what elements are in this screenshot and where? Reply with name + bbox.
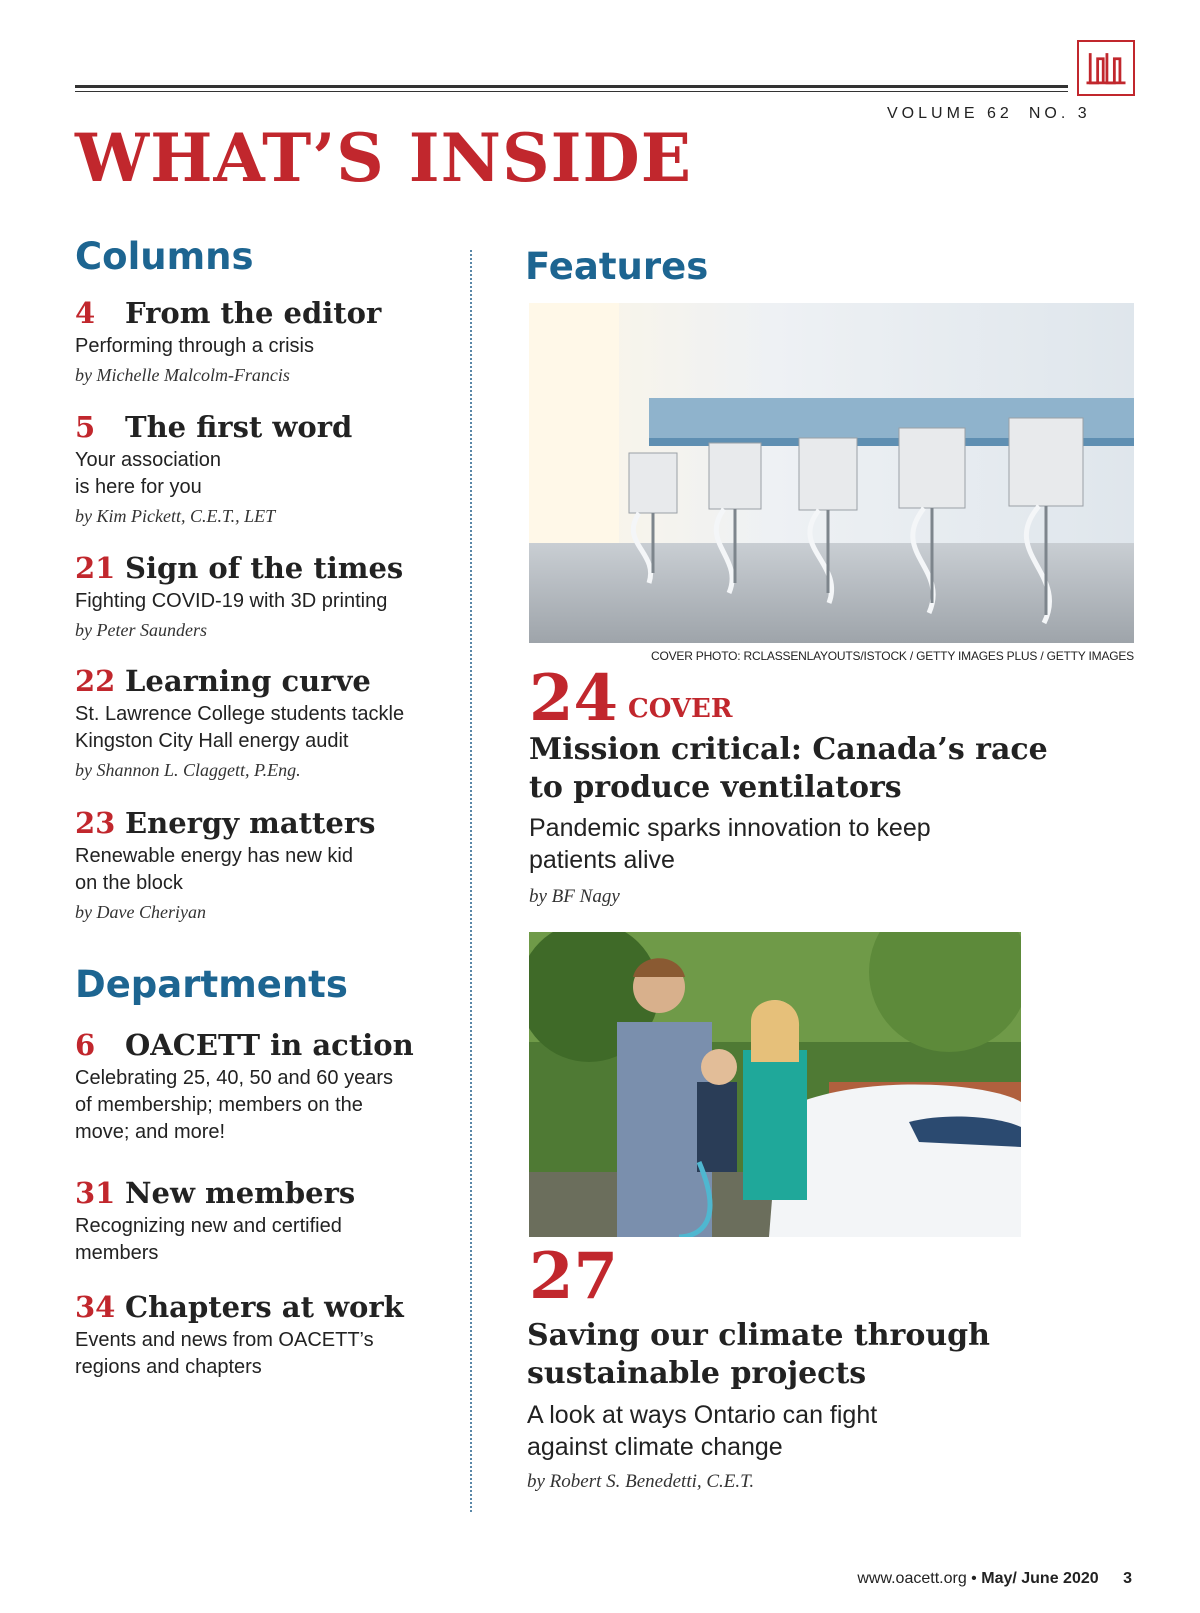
entry-byline: by Shannon L. Claggett, P.Eng. bbox=[75, 759, 301, 780]
entry-description: Celebrating 25, 40, 50 and 60 years of membership; members on the move; and more! bbox=[75, 1066, 393, 1143]
page-number: 34 bbox=[75, 1290, 116, 1324]
feature-description: A look at ways Ontario can fight against climate change bbox=[527, 1401, 878, 1461]
issue-volume bbox=[887, 105, 1091, 123]
toc-entry-sign-of-the-times[interactable] bbox=[75, 551, 455, 642]
entry-byline: by Dave Cheriyan bbox=[75, 901, 206, 922]
column-divider bbox=[470, 250, 472, 1512]
entry-description: St. Lawrence College students tackle Kingston City Hall energy audit bbox=[75, 702, 405, 752]
feature-title[interactable]: Saving our climate through sustainable projects bbox=[527, 1318, 990, 1391]
entry-heading bbox=[75, 551, 455, 586]
entry-description: Recognizing new and certified members bbox=[75, 1214, 342, 1264]
entry-title: Learning curve bbox=[125, 664, 371, 698]
entry-description: Events and news from OACETT’s regions and chapters bbox=[75, 1328, 374, 1378]
toc-entry-the-first-word[interactable] bbox=[75, 410, 455, 528]
feature-page-number: 27 bbox=[529, 1239, 619, 1314]
entry-byline: by Michelle Malcolm-Francis bbox=[75, 364, 290, 385]
entry-heading bbox=[75, 806, 455, 841]
entry-heading bbox=[75, 296, 455, 331]
header-rule bbox=[75, 85, 1068, 88]
footer-website-link[interactable]: www.oacett.org bbox=[857, 1570, 967, 1587]
entry-heading bbox=[75, 1028, 455, 1063]
cover-photo-ventilators[interactable] bbox=[529, 303, 1134, 643]
page-footer bbox=[857, 1570, 1132, 1588]
entry-heading bbox=[75, 410, 455, 445]
entry-title: Chapters at work bbox=[125, 1290, 404, 1324]
columns-heading: Columns bbox=[75, 235, 254, 278]
entry-description: Your association is here for you bbox=[75, 448, 222, 498]
footer-separator: • bbox=[971, 1570, 977, 1587]
page-title: WHAT’S INSIDE bbox=[75, 119, 693, 197]
entry-title: New members bbox=[125, 1176, 356, 1210]
ltt-logo-icon bbox=[1077, 40, 1135, 96]
issue-number-label: NO. 3 bbox=[1028, 105, 1091, 122]
page-number: 23 bbox=[75, 806, 116, 840]
feature-title[interactable]: Mission critical: Canada’s race to produce ventilators bbox=[529, 732, 1048, 805]
page-number: 22 bbox=[75, 664, 116, 698]
entry-byline: by Kim Pickett, C.E.T., LET bbox=[75, 505, 276, 526]
cover-tag: COVER bbox=[628, 694, 733, 724]
toc-entry-learning-curve[interactable] bbox=[75, 664, 455, 782]
footer-issue-date: May/ June 2020 bbox=[981, 1570, 1099, 1587]
footer-page-number: 3 bbox=[1123, 1570, 1132, 1587]
toc-entry-energy-matters[interactable] bbox=[75, 806, 455, 924]
toc-entry-chapters-at-work[interactable] bbox=[75, 1290, 455, 1381]
toc-entry-oacett-in-action[interactable] bbox=[75, 1028, 455, 1146]
entry-title: Energy matters bbox=[125, 806, 376, 840]
page-number: 6 bbox=[75, 1028, 96, 1062]
entry-description: Renewable energy has new kid on the block bbox=[75, 844, 353, 894]
entry-title: The first word bbox=[125, 410, 353, 444]
toc-entry-from-the-editor[interactable] bbox=[75, 296, 455, 387]
page-number: 5 bbox=[75, 410, 96, 444]
entry-title: From the editor bbox=[125, 296, 382, 330]
page-number: 21 bbox=[75, 551, 116, 585]
feature-byline: by Robert S. Benedetti, C.E.T. bbox=[527, 1471, 755, 1492]
header-rule-thin bbox=[75, 91, 1068, 92]
feature-page-number: 24 bbox=[529, 661, 619, 736]
toc-entry-new-members[interactable] bbox=[75, 1176, 455, 1267]
entry-title: Sign of the times bbox=[125, 551, 404, 585]
volume-label: VOLUME 62 bbox=[887, 105, 1013, 122]
entry-heading bbox=[75, 1290, 455, 1325]
cover-photo-credit: COVER PHOTO: RCLASSENLAYOUTS/ISTOCK / GETTY IMAGES PLUS / GETTY IMAGES bbox=[650, 649, 1134, 663]
entry-heading bbox=[75, 1176, 455, 1211]
page-number: 4 bbox=[75, 296, 96, 330]
entry-heading bbox=[75, 664, 455, 699]
feature-byline: by BF Nagy bbox=[529, 886, 620, 907]
feature-photo-ev-charging[interactable] bbox=[529, 932, 1021, 1237]
page-number: 31 bbox=[75, 1176, 116, 1210]
entry-description: Performing through a crisis bbox=[75, 334, 314, 357]
feature-description: Pandemic sparks innovation to keep patients alive bbox=[529, 814, 931, 874]
departments-heading: Departments bbox=[75, 963, 348, 1006]
entry-title: OACETT in action bbox=[125, 1028, 414, 1062]
entry-byline: by Peter Saunders bbox=[75, 619, 207, 640]
entry-description: Fighting COVID-19 with 3D printing bbox=[75, 589, 388, 612]
features-heading: Features bbox=[525, 245, 709, 288]
